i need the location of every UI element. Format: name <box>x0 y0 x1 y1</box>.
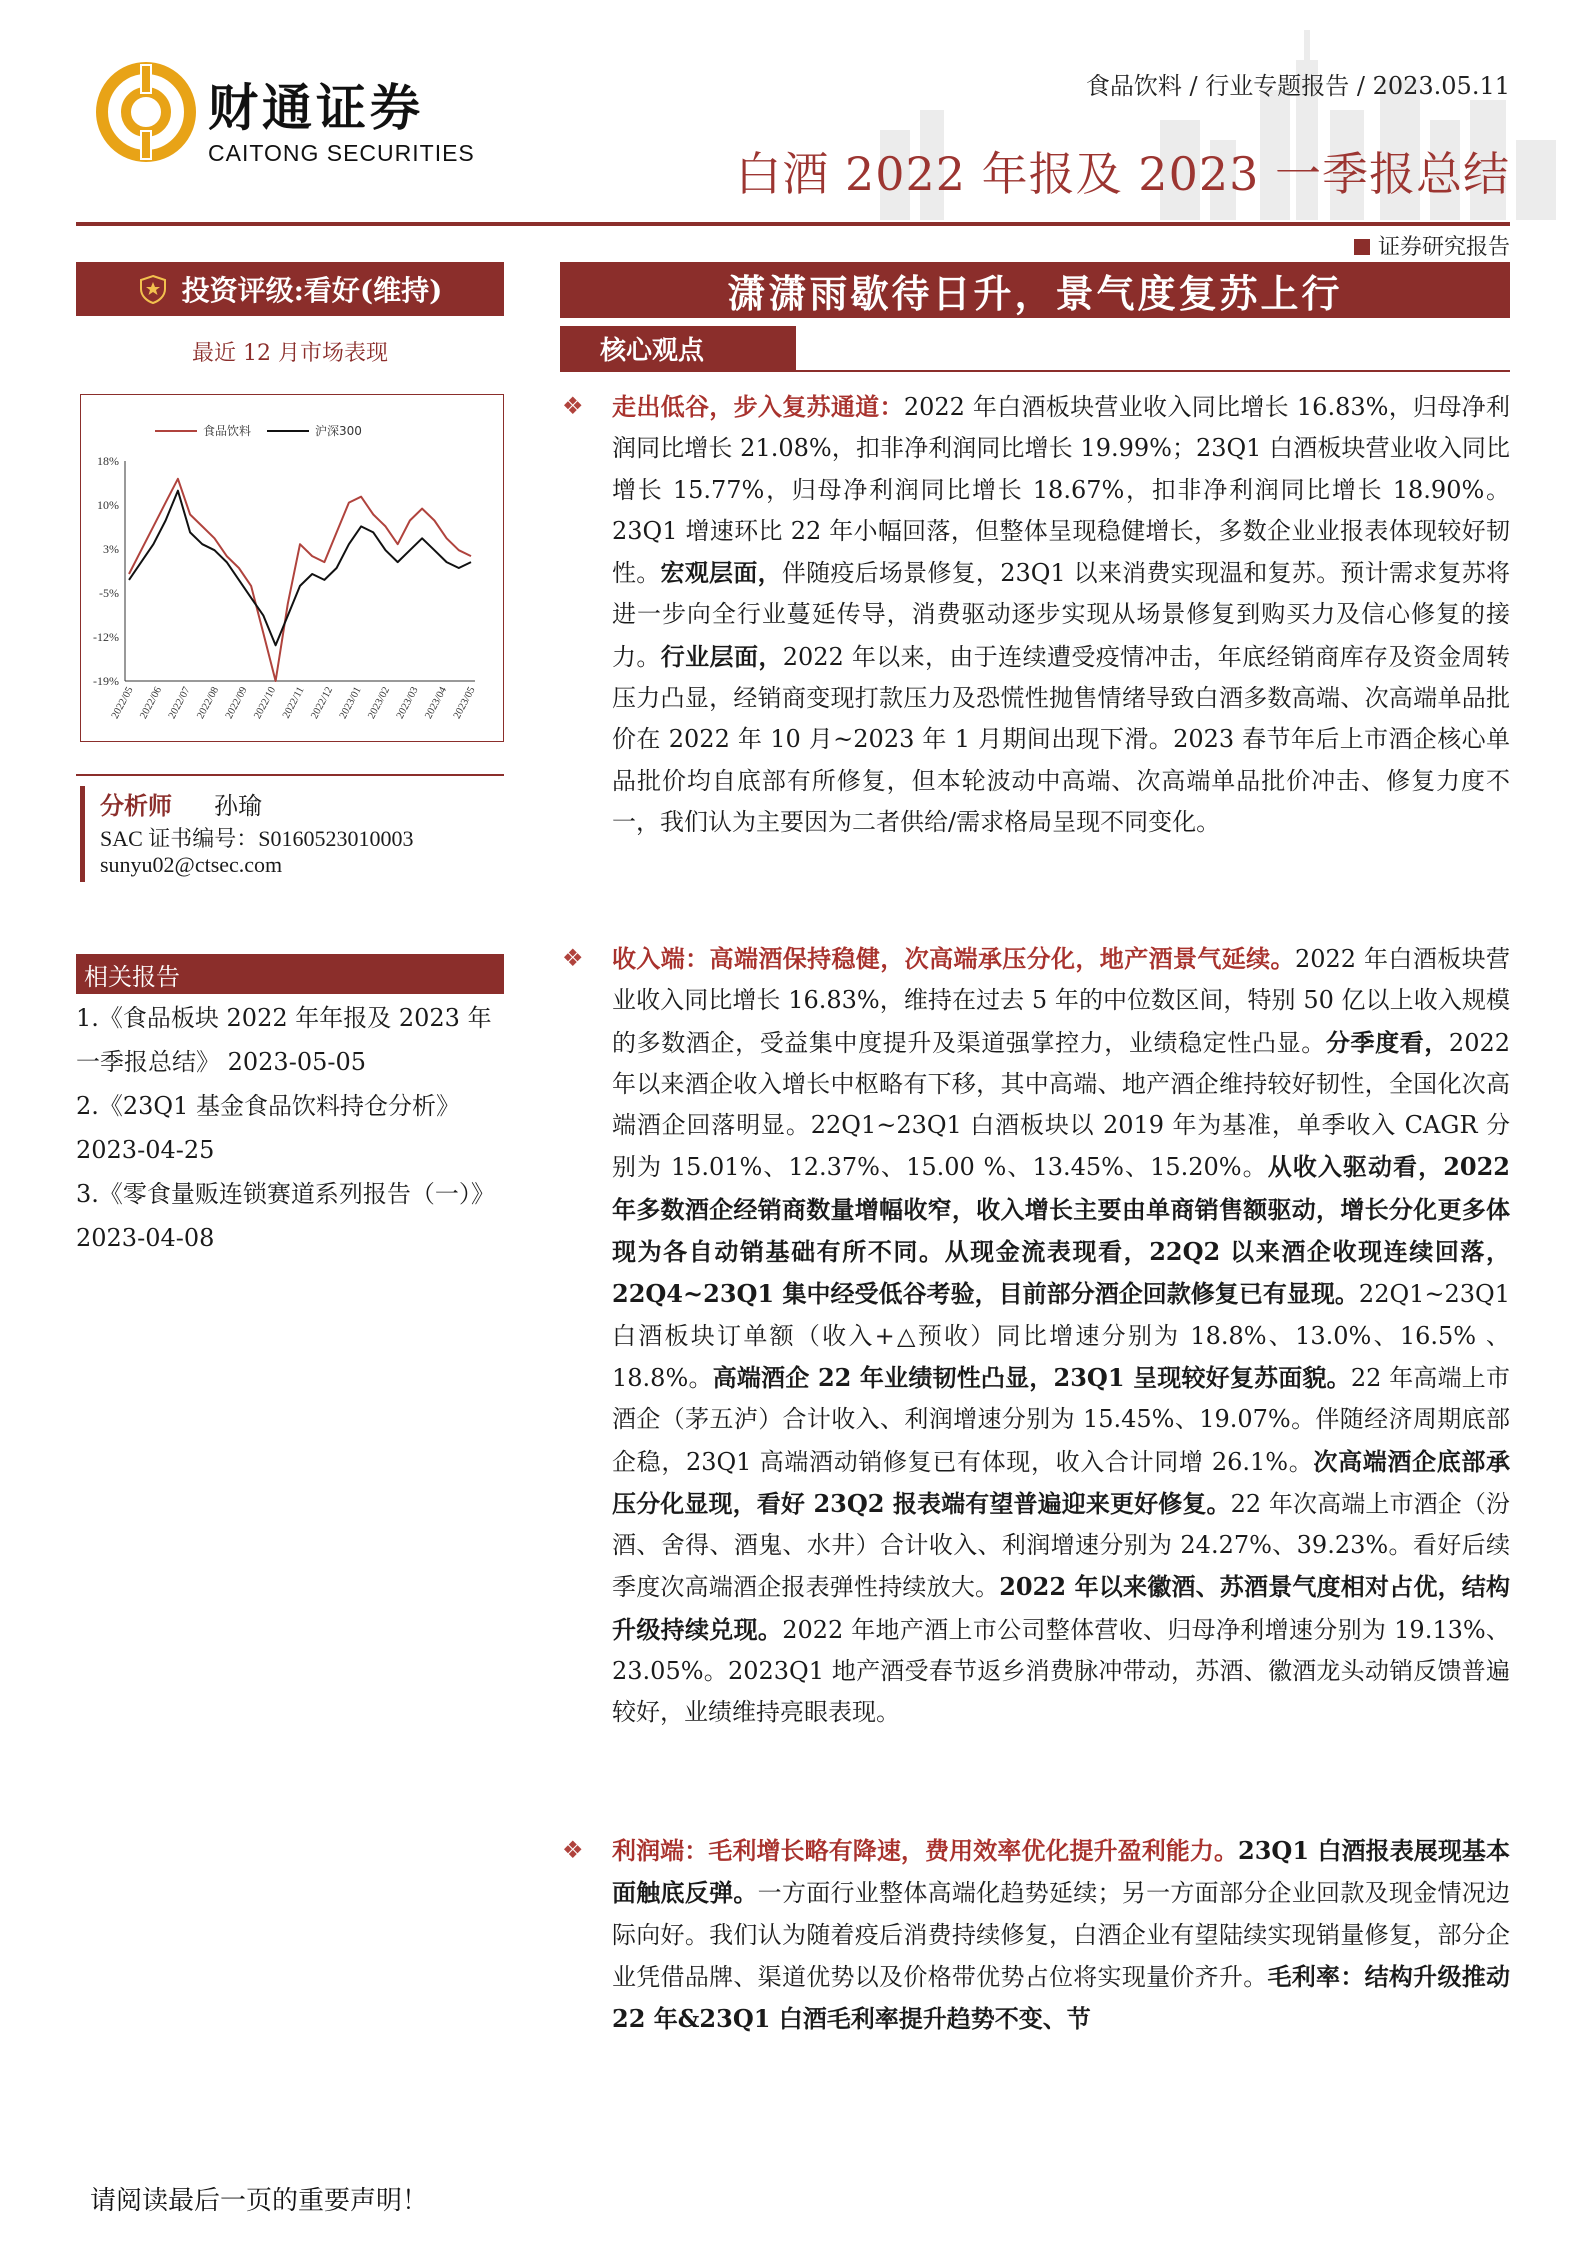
related-report-item[interactable]: 2.《23Q1 基金食品饮料持仓分析》 2023-04-25 <box>76 1092 461 1164</box>
main-headline: 潇潇雨歇待日升，景气度复苏上行 <box>560 262 1510 318</box>
y-tick-label: -19% <box>93 674 119 688</box>
paragraph-body: 伴随疫后场景修复，23Q1 以来消费实现温和复苏。预计需求复苏将进一步向全行业蔓延传导，消费驱动逐步实现从场景修复到购买力及信心修复的接力。 <box>612 559 1511 671</box>
y-tick-label: 18% <box>97 454 119 468</box>
doc-type-text: 证券研究报告 <box>1377 235 1510 260</box>
core-views-tab: 核心观点 <box>560 326 796 370</box>
related-reports-header: 相关报告 <box>76 954 504 994</box>
paragraph-bold: 行业层面， <box>660 641 783 671</box>
x-tick-label: 2022/07 <box>166 685 193 721</box>
paragraph-body: 2022 年白酒板块营业收入同比增长 16.83%，维持在过去 5 年的中位数区间，特别 50 亿以上收入规模的多数酒企，受益集中度提升及渠道强掌控力，业绩稳定性凸显。 <box>612 945 1510 1057</box>
paragraph-text <box>612 1830 1510 2040</box>
paragraph-bold: 次高端酒企底部承压分化显现，看好 23Q2 报表端有望普遍迎来更好修复。 <box>612 1446 1511 1518</box>
investment-rating <box>76 262 504 316</box>
shield-star-icon <box>138 274 168 304</box>
paragraph-body: 2022 年地产酒上市公司整体营收、归母净利增速分别为 19.13%、23.05%。2023Q1 地产酒受春节返乡消费脉冲带动，苏酒、徽酒龙头动销反馈普遍较好，业绩维持亮眼表现。 <box>612 1615 1510 1727</box>
x-tick-label: 2023/03 <box>394 685 421 721</box>
paragraph-bold: 23Q1 白酒报表展现基本面触底反弹。 <box>612 1836 1511 1908</box>
diamond-bullet-icon: ❖ <box>562 1836 584 1864</box>
y-tick-label: -5% <box>99 586 119 600</box>
paragraph-bold: 从收入驱动看，2022 年多数酒企经销商数量增幅收窄，收入增长主要由单商销售额驱动，增长分化更多体现为各自动销基础有所不同。从现金流表现看，22Q2 以来酒企收现连续回落，22Q4~23Q1 集中经受低谷考验，目前部分酒企回款修复已有显现。 <box>612 1152 1510 1309</box>
report-title: 白酒 2022 年报及 2023 一季报总结 <box>735 147 1510 201</box>
doc-type-label <box>1354 230 1510 261</box>
company-name-en: CAITONG SECURITIES <box>208 140 475 166</box>
paragraph-revenue <box>560 938 1510 1734</box>
paragraph-text <box>612 938 1510 1734</box>
x-tick-label: 2022/10 <box>252 685 279 721</box>
x-tick-label: 2022/08 <box>195 685 222 721</box>
analyst-accent-bar <box>80 786 85 882</box>
paragraph-body: 2022 年以来，由于连续遭受疫情冲击，年底经销商库存及资金周转压力凸显，经销商变现打款压力及恐慌性抛售情绪导致白酒多数高端、次高端单品批价在 2022 年 10 月~2023 年 1 月期间出现下滑。2023 春节年后上市酒企核心单品批价均自底部有所修复，但本轮波动中高端、次高端单品批价冲击、修复力度不一，我们认为主要因为二者供给/需求格局呈现不同变化。 <box>612 642 1510 836</box>
chart-caption: 最近 12 月市场表现 <box>192 341 388 366</box>
related-report-item[interactable]: 3.《零食量贩连锁赛道系列报告（一）》 2023-04-08 <box>76 1180 495 1252</box>
diamond-bullet-icon: ❖ <box>562 392 584 420</box>
paragraph-bold: 高端酒企 22 年业绩韧性凸显，23Q1 呈现较好复苏面貌。 <box>712 1362 1351 1392</box>
disclaimer-note: 请阅读最后一页的重要声明！ <box>90 2186 429 2216</box>
paragraph-lead: 收入端：高端酒保持稳健，次高端承压分化，地产酒景气延续。 <box>612 944 1295 973</box>
company-logo <box>96 62 516 172</box>
y-tick-label: 10% <box>97 498 119 512</box>
paragraph-lead: 走出低谷，步入复苏通道： <box>612 392 904 421</box>
report-meta: 食品饮料 / 行业专题报告 / 2023.05.11 <box>1085 72 1510 100</box>
paragraph-body: 一方面行业整体高端化趋势延续；另一方面部分企业回款及现金情况边际向好。我们认为随着疫后消费持续修复，白酒企业有望陆续实现销量修复，部分企业凭借品牌、渠道优势以及价格带优势占位将实现量价齐升。 <box>612 1879 1511 1991</box>
company-name-cn: 财通证券 <box>208 79 424 137</box>
related-report-item[interactable]: 1.《食品板块 2022 年年报及 2023 年一季报总结》 2023-05-05 <box>76 1004 492 1076</box>
related-reports-list <box>76 996 504 1260</box>
paragraph-bold: 毛利率：结构升级推动 22 年&23Q1 白酒毛利率提升趋势不变、节 <box>612 1961 1510 2034</box>
core-views-divider <box>560 370 1510 372</box>
market-performance-chart <box>80 394 504 742</box>
analyst-divider <box>76 774 504 776</box>
x-tick-label: 2023/04 <box>423 685 450 721</box>
paragraph-body: 2022 年以来酒企收入增长中枢略有下移，其中高端、地产酒企维持较好韧性，全国化次高端酒企回落明显。22Q1~23Q1 白酒板块以 2019 年为基准，单季收入 CAGR 分别为 15.01%、12.37%、15.00 %、13.45%、15.20%。 <box>612 1028 1510 1182</box>
paragraph-bold: 宏观层面， <box>660 558 782 588</box>
paragraph-body: 22 年高端上市酒企（茅五泸）合计收入、利润增速分别为 15.45%、19.07%。伴随经济周期底部企稳，23Q1 高端酒动销修复已有体现，收入合计同增 26.1%。 <box>612 1363 1510 1476</box>
x-tick-label: 2023/05 <box>451 685 478 721</box>
paragraph-body: 22 年次高端上市酒企（汾酒、舍得、酒鬼、水井）合计收入、利润增速分别为 24.27%、39.23%。看好后续季度次高端酒企报表弹性持续放大。 <box>612 1489 1511 1602</box>
legend-label: 沪深300 <box>315 424 362 438</box>
x-tick-label: 2022/05 <box>109 685 136 721</box>
x-tick-label: 2022/09 <box>223 685 250 721</box>
square-icon <box>1354 239 1370 255</box>
x-tick-label: 2023/02 <box>366 685 393 721</box>
paragraph-body: 2022 年白酒板块营业收入同比增长 16.83%，归母净利润同比增长 21.08%，扣非净利润同比增长 19.99%；23Q1 白酒板块营业收入同比增长 15.77%，归母净利润同比增长 18.67%，扣非净利润同比增长 18.90%。23Q1 增速环比 22 年小幅回落，但整体呈现稳健增长，多数企业业报表体现较好韧性。 <box>612 393 1510 588</box>
x-tick-label: 2022/06 <box>138 685 165 721</box>
x-tick-label: 2022/11 <box>280 685 307 721</box>
y-tick-label: -12% <box>93 630 119 644</box>
analyst-email[interactable]: sunyu02@ctsec.com <box>100 852 283 877</box>
performance-chart-svg <box>81 395 505 743</box>
x-tick-label: 2023/01 <box>337 685 364 721</box>
paragraph-body: 22Q1~23Q1 白酒板块订单额（收入+△预收）同比增速分别为 18.8%、13.0%、16.5% 、18.8%。 <box>612 1280 1510 1392</box>
y-tick-label: 3% <box>103 542 119 556</box>
paragraph-bold: 分季度看， <box>1325 1027 1449 1057</box>
series-line <box>129 479 471 681</box>
analyst-sac-number: SAC 证书编号：S0160523010003 <box>100 826 414 851</box>
rating-text: 投资评级:看好(维持) <box>181 274 443 307</box>
header-divider <box>76 222 1510 226</box>
paragraph-text <box>612 386 1510 843</box>
paragraph-bold: 2022 年以来徽酒、苏酒景气度相对占优，结构升级持续兑现。 <box>612 1572 1511 1644</box>
diamond-bullet-icon: ❖ <box>562 944 584 972</box>
paragraph-profit <box>560 1830 1510 2040</box>
x-tick-label: 2022/12 <box>309 685 336 721</box>
legend-label: 食品饮料 <box>203 424 252 438</box>
analyst-label: 分析师 <box>100 791 172 820</box>
analyst-name: 孙瑜 <box>214 792 262 820</box>
series-line <box>129 491 471 646</box>
paragraph-lead: 利润端：毛利增长略有降速，费用效率优化提升盈利能力。 <box>612 1836 1239 1865</box>
paragraph-recovery <box>560 386 1510 843</box>
caitong-logo-icon <box>96 62 196 162</box>
